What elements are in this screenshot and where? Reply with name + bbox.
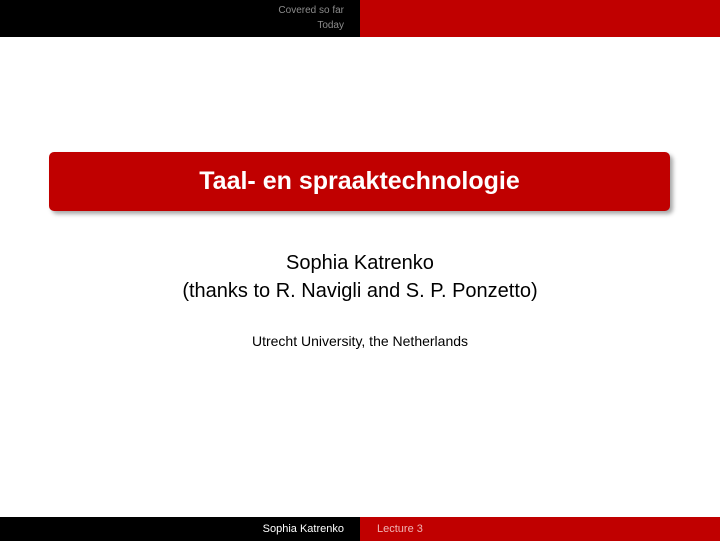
header-accent-panel — [360, 0, 720, 37]
author-block — [0, 249, 720, 305]
institute: Utrecht University, the Netherlands — [251, 333, 469, 349]
author-name: Sophia Katrenko — [286, 252, 434, 274]
slide-title: Taal- en spraaktechnologie — [199, 167, 520, 195]
nav-item-covered-so-far[interactable]: Covered so far — [278, 5, 344, 16]
author-thanks: (thanks to R. Navigli and S. P. Ponzetto) — [182, 280, 538, 302]
footer-bar — [0, 517, 720, 541]
footer-author-panel — [0, 517, 360, 541]
section-navigation — [0, 0, 360, 37]
footer-author: Sophia Katrenko — [262, 523, 344, 535]
footer-title: Lecture 3 — [377, 523, 423, 535]
title-block — [49, 152, 670, 211]
header-navigation-bar — [0, 0, 720, 37]
nav-item-today[interactable]: Today — [317, 20, 344, 31]
footer-title-panel — [360, 517, 720, 541]
